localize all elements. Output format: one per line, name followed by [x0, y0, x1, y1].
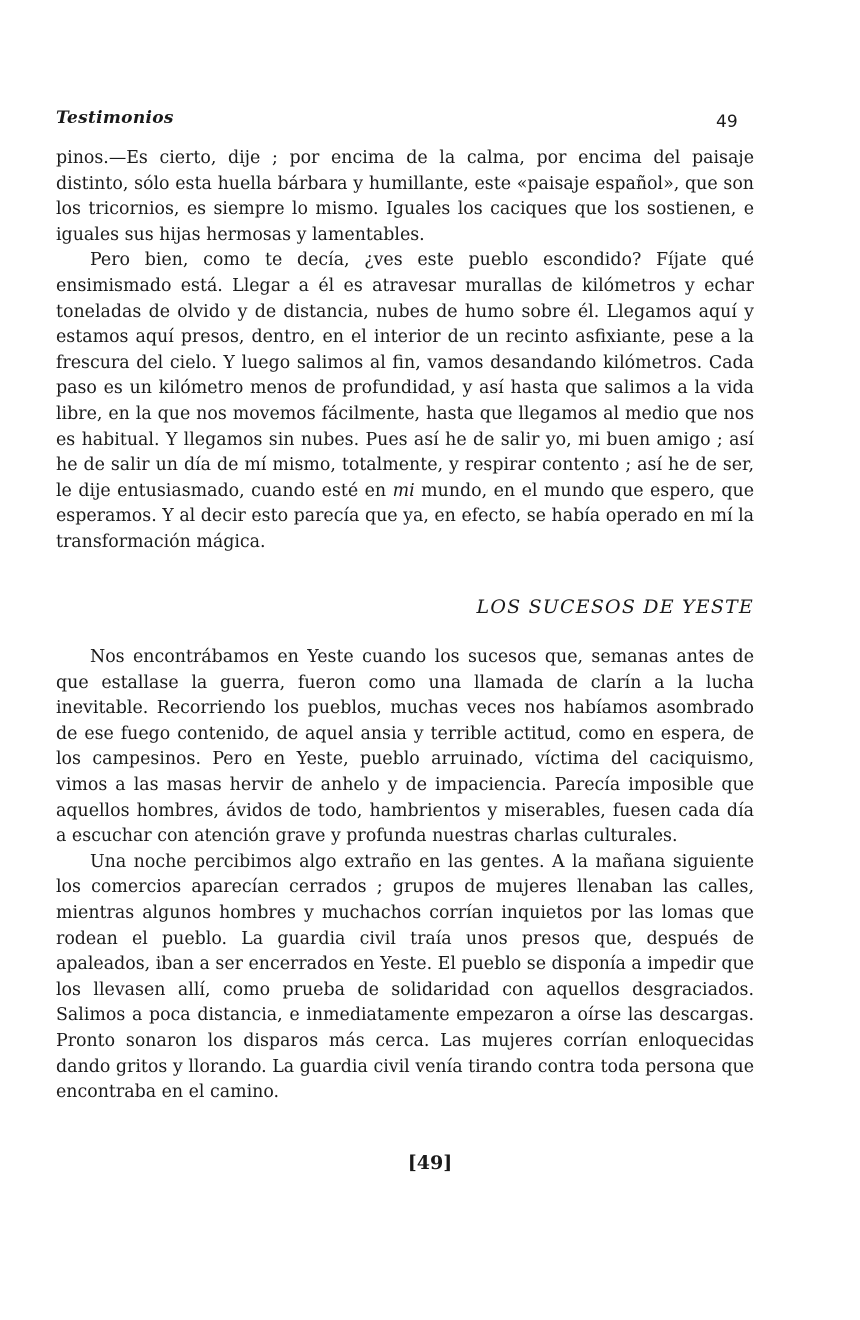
section-heading: LOS SUCESOS DE YESTE	[476, 596, 754, 618]
paragraph: Una noche percibimos algo extraño en las gentes. A la mañana siguiente los comercios aparecían cerrados ; grupos de mujeres llenaban las calles, mientras algunos hombres y muchachos corrían inquietos por las lomas que rodean el pueblo. La guardia civil traía unos presos que, después de apaleados, iban a ser encerrados en Yeste. El pueblo se disponía a impedir que los llevasen allí, como prueba de solidaridad con aquellos desgraciados. Salimos a poca distancia, e inmediatamente empezaron a oírse las descargas. Pronto sonaron los disparos más cerca. Las mujeres corrían enloquecidas dando gritos y llorando. La guardia civil venía tirando contra toda persona que encontraba en el camino.	[56, 851, 754, 1103]
italic-word: mi	[392, 480, 415, 501]
paragraph-continued: pinos.—Es cierto, dije ; por encima de la calma, por encima del paisaje distinto, sólo esta huella bárbara y humillante, este «paisaje español», que son los tricornios, es siempre lo mismo. Iguales los caciques que los sostienen, e iguales sus hijas hermosas y lamentables.	[56, 148, 754, 245]
paragraph-text: mundo, en el mundo que espero, que esperamos. Y al decir esto parecía que ya, en efecto, se había operado en mí la transformación mágica.	[56, 480, 754, 552]
paragraph	[56, 248, 754, 555]
paragraph: Nos encontrábamos en Yeste cuando los sucesos que, semanas antes de que estallase la guerra, fueron como una llamada de clarín a la lucha inevitable. Recorriendo los pueblos, muchas veces nos habíamos asombrado de ese fuego contenido, de aquel ansia y terrible actitud, como en espera, de los campesinos. Pero en Yeste, pueblo arruinado, víctima del caciquismo, vimos a las masas hervir de anhelo y de impaciencia. Parecía imposible que aquellos hombres, ávidos de todo, hambrientos y miserables, fuesen cada día a escuchar con atención grave y profunda nuestras charlas culturales.	[56, 647, 754, 847]
text-block-top	[56, 146, 754, 556]
paragraph-text: Pero bien, como te decía, ¿ves este pueblo escondido? Fíjate qué ensimismado está. Llegar a él es atravesar murallas de kilómetros y echar toneladas de olvido y de distancia, nubes de humo sobre él. Llegamos aquí y estamos aquí presos, dentro, en el interior de un recinto asfixiante, pese a la frescura del cielo. Y luego salimos al fin, vamos desandando kilómetros. Cada paso es un kilómetro menos de profundidad, y así hasta que salimos a la vida libre, en la que nos movemos fácilmente, hasta que llegamos al medio que nos es habitual. Y llegamos sin nubes. Pues así he de salir yo, mi buen amigo ; así he de salir un día de mí mismo, totalmente, y respirar contento ; así he de ser, le dije entusiasmado, cuando esté en	[56, 250, 754, 501]
text-block-section	[56, 645, 754, 1106]
running-title: Testimonios	[56, 108, 174, 128]
page-folio: [49]	[407, 1152, 453, 1174]
page-number: 49	[716, 112, 738, 132]
